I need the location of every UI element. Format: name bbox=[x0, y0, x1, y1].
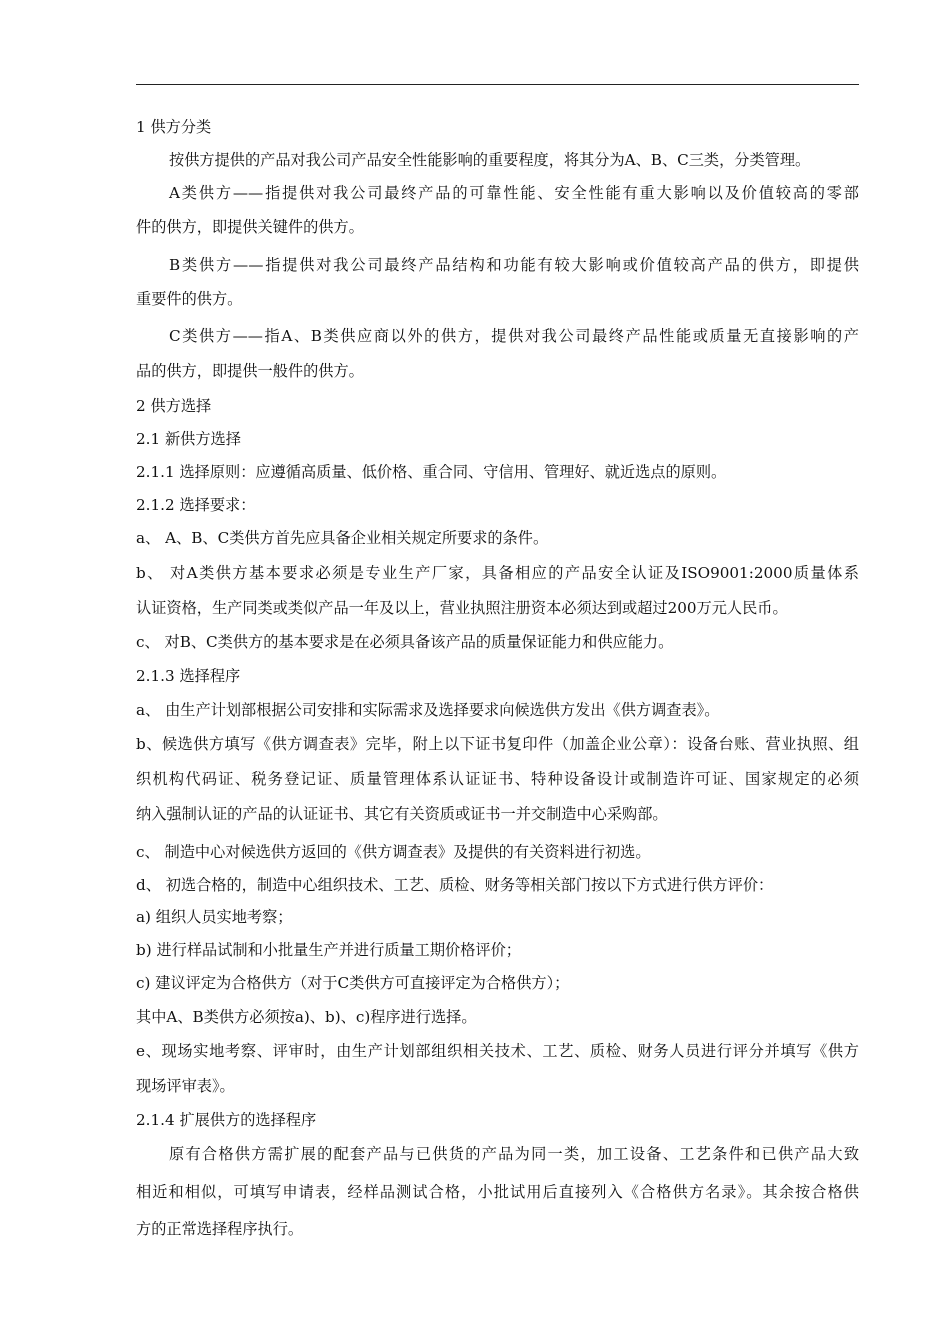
section-heading-2: 2 供方选择 bbox=[136, 397, 212, 415]
list-item-continuation: 现场评审表》。 bbox=[136, 1077, 235, 1095]
list-item: a、 A、B、C类供方首先应具备企业相关规定所要求的条件。 bbox=[136, 529, 549, 547]
list-item: c、 制造中心对候选供方返回的《供方调查表》及提供的有关资料进行初选。 bbox=[136, 843, 651, 861]
list-item: c、 对B、C类供方的基本要求是在必须具备该产品的质量保证能力和供应能力。 bbox=[136, 633, 674, 651]
subsection-heading: 2.1.2 选择要求： bbox=[136, 496, 256, 514]
paragraph-line: 方的正常选择程序执行。 bbox=[136, 1220, 304, 1238]
paragraph-line: 相近和相似，可填写申请表，经样品测试合格，小批试用后直接列入《合格供方名录》。其余按合格供 bbox=[136, 1183, 859, 1201]
header-rule bbox=[136, 84, 859, 85]
paragraph-line: 按供方提供的产品对我公司产品安全性能影响的重要程度，将其分为A、B、C三类，分类管理。 bbox=[169, 151, 811, 169]
sub-list-item: a) 组织人员实地考察； bbox=[136, 908, 293, 926]
paragraph-line: 2.1.1 选择原则：应遵循高质量、低价格、重合同、守信用、管理好、就近选点的原则。 bbox=[136, 463, 727, 481]
list-item-continuation: 认证资格，生产同类或类似产品一年及以上，营业执照注册资本必须达到或超过200万元人民币。 bbox=[136, 599, 788, 617]
sub-list-item: c) 建议评定为合格供方（对于C类供方可直接评定为合格供方）； bbox=[136, 974, 570, 992]
list-item-continuation: 纳入强制认证的产品的认证证书、其它有关资质或证书一并交制造中心采购部。 bbox=[136, 805, 668, 823]
paragraph-line: A类供方——指提供对我公司最终产品的可靠性能、安全性能有重大影响以及价值较高的零部 bbox=[169, 184, 859, 202]
paragraph-line: 原有合格供方需扩展的配套产品与已供货的产品为同一类，加工设备、工艺条件和已供产品大致 bbox=[169, 1145, 859, 1163]
section-heading-1: 1 供方分类 bbox=[136, 118, 212, 136]
list-item: b、 对A类供方基本要求必须是专业生产厂家，具备相应的产品安全认证及ISO9001:2000质量体系 bbox=[136, 564, 859, 582]
subsection-heading: 2.1.3 选择程序 bbox=[136, 667, 241, 685]
paragraph-line: 品的供方，即提供一般件的供方。 bbox=[136, 362, 364, 380]
paragraph-line: C类供方——指A、B类供应商以外的供方，提供对我公司最终产品性能或质量无直接影响的产 bbox=[169, 327, 859, 345]
subsection-heading: 2.1.4 扩展供方的选择程序 bbox=[136, 1111, 317, 1129]
paragraph-line: 件的供方，即提供关键件的供方。 bbox=[136, 218, 364, 236]
list-item-continuation: 织机构代码证、税务登记证、质量管理体系认证证书、特种设备设计或制造许可证、国家规定的必须 bbox=[136, 770, 859, 788]
list-item: d、 初选合格的，制造中心组织技术、工艺、质检、财务等相关部门按以下方式进行供方评价： bbox=[136, 876, 774, 894]
list-item: e、现场实地考察、评审时，由生产计划部组织相关技术、工艺、质检、财务人员进行评分并填写《供方 bbox=[136, 1042, 859, 1060]
list-item: b、候选供方填写《供方调查表》完毕，附上以下证书复印件（加盖企业公章）：设备台账、营业执照、组 bbox=[136, 735, 859, 753]
paragraph-line: B类供方——指提供对我公司最终产品结构和功能有较大影响或价值较高产品的供方，即提供 bbox=[169, 256, 859, 274]
subsection-heading: 2.1 新供方选择 bbox=[136, 430, 241, 448]
sub-list-item: b) 进行样品试制和小批量生产并进行质量工期价格评价； bbox=[136, 941, 521, 959]
paragraph-line: 重要件的供方。 bbox=[136, 290, 243, 308]
list-item: a、 由生产计划部根据公司安排和实际需求及选择要求向候选供方发出《供方调查表》。 bbox=[136, 701, 720, 719]
paragraph-line: 其中A、B类供方必须按a)、b)、c)程序进行选择。 bbox=[136, 1008, 477, 1026]
